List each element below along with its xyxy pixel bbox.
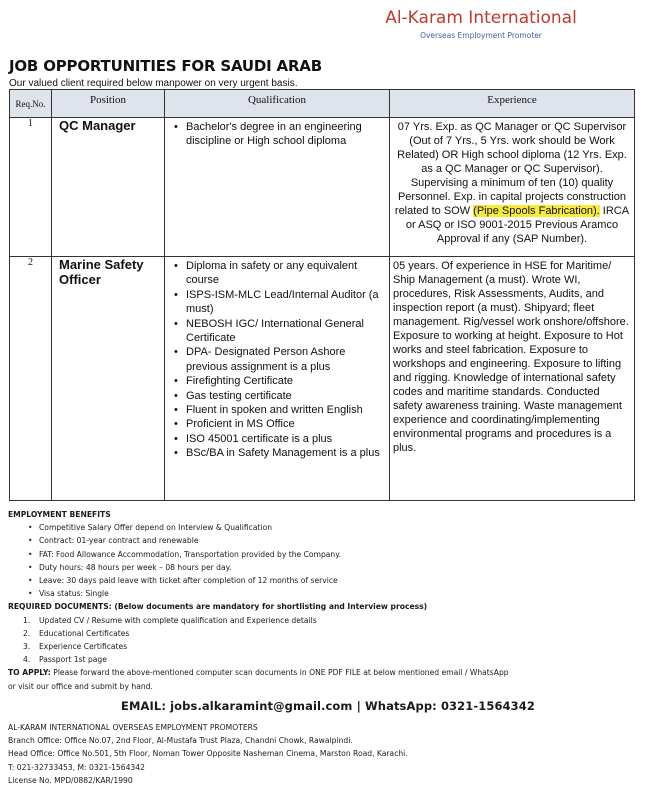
document-item <box>23 653 648 666</box>
jobs-table <box>9 89 635 501</box>
qualification-list <box>170 259 386 461</box>
contact-line: EMAIL: jobs.alkaramint@gmail.com | WhatsApp: 0321-1564342 <box>121 698 535 713</box>
table-header-row <box>10 90 635 118</box>
qualification-item: • Gas testing certificate <box>170 389 386 403</box>
experience-text: 07 Yrs. Exp. as QC Manager or QC Supervisor (Out of 7 Yrs., 5 Yrs. work should be Work Related) OR High school diploma (12 Yrs. Exp. as a QC Manager or QC Supervisor). Supervising a minimum of ten (10) quality Personnel. Exp. in capital projects construction related to SOW <box>394 121 627 217</box>
document-text: Updated CV / Resume with complete qualification and Experience details <box>39 615 317 625</box>
qualification-item: • Diploma in safety or any equivalent course <box>170 259 386 288</box>
page-title: JOB OPPORTUNITIES FOR SAUDI ARAB <box>9 57 322 75</box>
benefit-item: • Visa status: Single <box>28 587 648 600</box>
position-title: QC Manager <box>52 118 165 257</box>
position-title: Marine Safety Officer <box>52 257 165 501</box>
footer-company: AL-KARAM INTERNATIONAL OVERSEAS EMPLOYMENT PROMOTERS <box>8 723 258 733</box>
qualification-item: • NEBOSH IGC/ International General Certificate <box>170 317 386 346</box>
experience-text-end: IRCA or ASQ or ISO 9001-2015 Previous Aramco Approval if any (SAP Number). <box>405 205 630 245</box>
benefit-item: • Duty hours: 48 hours per week – 08 hours per day. <box>28 561 648 574</box>
document-number: 3. <box>23 642 31 652</box>
benefit-item: • Competitive Salary Offer depend on Interview & Qualification <box>28 521 648 534</box>
page-subtitle: Our valued client required below manpower on very urgent basis. <box>9 78 298 89</box>
req-number: 1 <box>10 118 52 257</box>
footer-phone: T: 021-32733453, M: 0321-1564342 <box>8 762 145 772</box>
qualification-item: • Firefighting Certificate <box>170 374 386 388</box>
experience-highlight: (Pipe Spools Fabrication). <box>473 205 600 217</box>
document-number: 2. <box>23 628 31 638</box>
brand-tagline: Overseas Employment Promoter <box>420 31 542 40</box>
benefit-item: • Leave: 30 days paid leave with ticket after completion of 12 months of service <box>28 574 648 587</box>
qualification-cell <box>165 257 390 501</box>
footer-block <box>8 721 648 787</box>
experience-cell: 05 years. Of experience in HSE for Maritime/ Ship Management (a must). Wrote WI, procedures, Risk Assessments, Audits, and inspection report (a must). Shipyard; fleet management. Rig/vessel work onshore/offshore. Exposure to working at height. Exposure to Hot works and steel fabrication. Exposure to workshops and engineering. Exposure to lifting and rigging. Knowledge of international safety codes and maritime standards. Conducted safety awareness training. Waste management experience and coordinating/implementing environmental programs and procedures is a plus. <box>390 257 635 501</box>
qualification-cell <box>165 118 390 257</box>
apply-instructions <box>8 666 648 679</box>
benefit-item: • FAT: Food Allowance Accommodation, Transportation provided by the Company. <box>28 548 648 561</box>
experience-cell <box>390 118 635 257</box>
qualification-list <box>170 120 386 149</box>
document-item <box>23 640 648 653</box>
qualification-item: • Bachelor's degree in an engineering discipline or High school diploma <box>170 120 386 149</box>
header-qualification: Qualification <box>165 90 390 118</box>
qualification-item: • BSc/BA in Safety Management is a plus <box>170 446 386 460</box>
qualification-item: • Fluent in spoken and written English <box>170 403 386 417</box>
header-experience: Experience <box>390 90 635 118</box>
header-req-no: Req.No. <box>10 90 52 118</box>
table-row <box>10 257 635 501</box>
document-item <box>23 614 648 627</box>
qualification-item: • ISO 45001 certificate is a plus <box>170 432 386 446</box>
document-text: Educational Certificates <box>39 628 130 638</box>
benefit-item: • Contract: 01-year contract and renewable <box>28 534 648 547</box>
benefits-list <box>8 521 648 600</box>
footer-head-office: Head Office: Office No.501, 5th Floor, Noman Tower Opposite Nasheman Cinema, Marston Road, Karachi. <box>8 749 408 759</box>
qualification-item: • DPA- Designated Person Ashore previous assignment is a plus <box>170 345 386 374</box>
footer-license: License No. MPD/0882/KAR/1990 <box>8 775 133 785</box>
benefits-heading: EMPLOYMENT BENEFITS <box>8 510 111 519</box>
documents-heading: REQUIRED DOCUMENTS: (Below documents are mandatory for shortlisting and Interview process) <box>8 602 428 612</box>
brand-block <box>376 8 586 40</box>
document-number: 4. <box>23 655 31 665</box>
qualification-item: • ISPS-ISM-MLC Lead/Internal Auditor (a must) <box>170 288 386 317</box>
req-number: 2 <box>10 257 52 501</box>
document-item <box>23 627 648 640</box>
documents-list <box>8 614 648 667</box>
header-position: Position <box>52 90 165 118</box>
document-text: Passport 1st page <box>39 655 107 665</box>
table-row <box>10 118 635 257</box>
apply-label: TO APPLY: <box>8 668 51 678</box>
apply-text-continued: or visit our office and submit by hand. <box>8 681 153 691</box>
details-section <box>8 508 648 787</box>
brand-name: Al-Karam International <box>385 8 577 28</box>
footer-branch-office: Branch Office: Office No.07, 2nd Floor, Al-Mustafa Trust Plaza, Chandni Chowk, Rawalpindi. <box>8 736 353 746</box>
qualification-item: • Proficient in MS Office <box>170 417 386 431</box>
document-text: Experience Certificates <box>39 642 128 652</box>
apply-text: Please forward the above-mentioned computer scan documents in ONE PDF FILE at below mentioned email / WhatsApp <box>50 668 509 678</box>
document-number: 1. <box>23 615 31 625</box>
